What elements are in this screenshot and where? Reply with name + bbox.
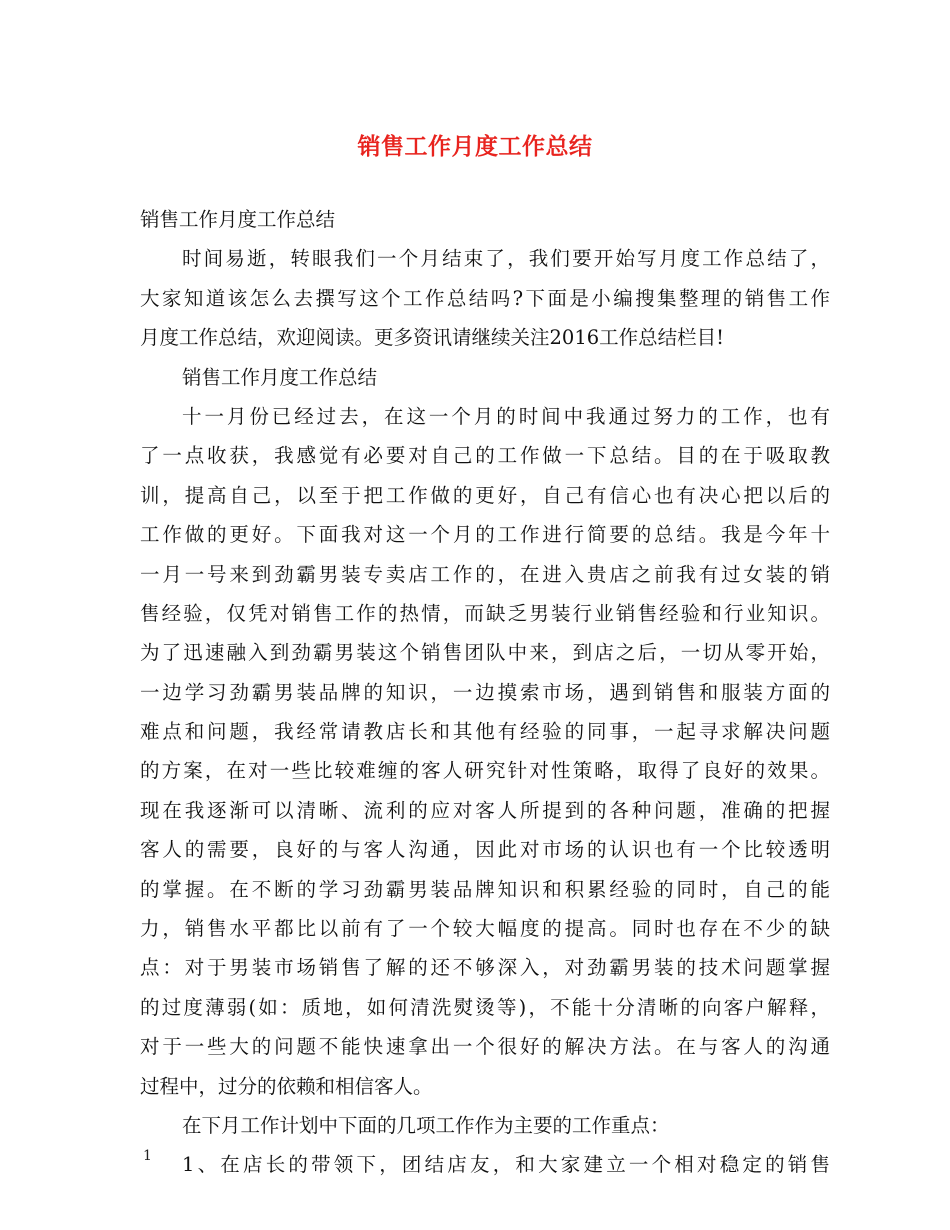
text-line: 的掌握。在不断的学习劲霸男装品牌知识和积累经验的同时，自己的能 (140, 877, 830, 901)
text-line: 月度工作总结，欢迎阅读。更多资讯请继续关注2016工作总结栏目! (140, 326, 724, 350)
document-body (140, 200, 830, 1185)
text-line: 售经验，仅凭对销售工作的热情，而缺乏男装行业销售经验和行业知识。 (140, 601, 830, 625)
text-line: 力，销售水平都比以前有了一个较大幅度的提高。同时也存在不少的缺 (140, 917, 830, 941)
text-line: 一月一号来到劲霸男装专卖店工作的，在进入贵店之前我有过女装的销 (140, 562, 830, 586)
text-line: 点：对于男装市场销售了解的还不够深入，对劲霸男装的技术问题掌握 (140, 956, 830, 980)
document-title: 销售工作月度工作总结 (357, 133, 593, 160)
text-line: 了一点收获，我感觉有必要对自己的工作做一下总结。目的在于吸取教 (140, 444, 830, 468)
text-line: 在下月工作计划中下面的几项工作作为主要的工作重点： (182, 1113, 670, 1137)
text-line: 训，提高自己，以至于把工作做的更好，自己有信心也有决心把以后的 (140, 483, 830, 507)
text-line: 1、在店长的带领下，团结店友，和大家建立一个相对稳定的销售 (182, 1153, 830, 1177)
text-line: 工作做的更好。下面我对这一个月的工作进行简要的总结。我是今年十 (140, 523, 830, 547)
text-line: 难点和问题，我经常请教店长和其他有经验的同事，一起寻求解决问题 (140, 720, 830, 744)
text-line: 的过度薄弱(如：质地，如何清洗熨烫等)，不能十分清晰的向客户解释， (140, 995, 830, 1019)
page-number: 1 (143, 1148, 152, 1164)
text-line: 客人的需要，良好的与客人沟通，因此对市场的认识也有一个比较透明 (140, 838, 830, 862)
text-line: 销售工作月度工作总结 (140, 208, 336, 231)
text-line: 一边学习劲霸男装品牌的知识，一边摸索市场，遇到销售和服装方面的 (140, 680, 830, 704)
text-line: 大家知道该怎么去撰写这个工作总结吗?下面是小编搜集整理的销售工作 (140, 286, 830, 310)
text-line: 过程中，过分的依赖和相信客人。 (140, 1074, 433, 1098)
text-line: 的方案，在对一些比较难缠的客人研究针对性策略，取得了良好的效果。 (140, 759, 830, 783)
text-line: 现在我逐渐可以清晰、流利的应对客人所提到的各种问题，准确的把握 (140, 798, 830, 822)
text-line: 销售工作月度工作总结 (182, 365, 378, 389)
text-line: 为了迅速融入到劲霸男装这个销售团队中来，到店之后，一切从零开始， (140, 641, 830, 665)
text-line: 对于一些大的问题不能快速拿出一个很好的解决方法。在与客人的沟通 (140, 1035, 830, 1059)
text-line: 时间易逝，转眼我们一个月结束了，我们要开始写月度工作总结了， (182, 247, 830, 271)
text-line: 十一月份已经过去，在这一个月的时间中我通过努力的工作，也有 (182, 404, 830, 428)
